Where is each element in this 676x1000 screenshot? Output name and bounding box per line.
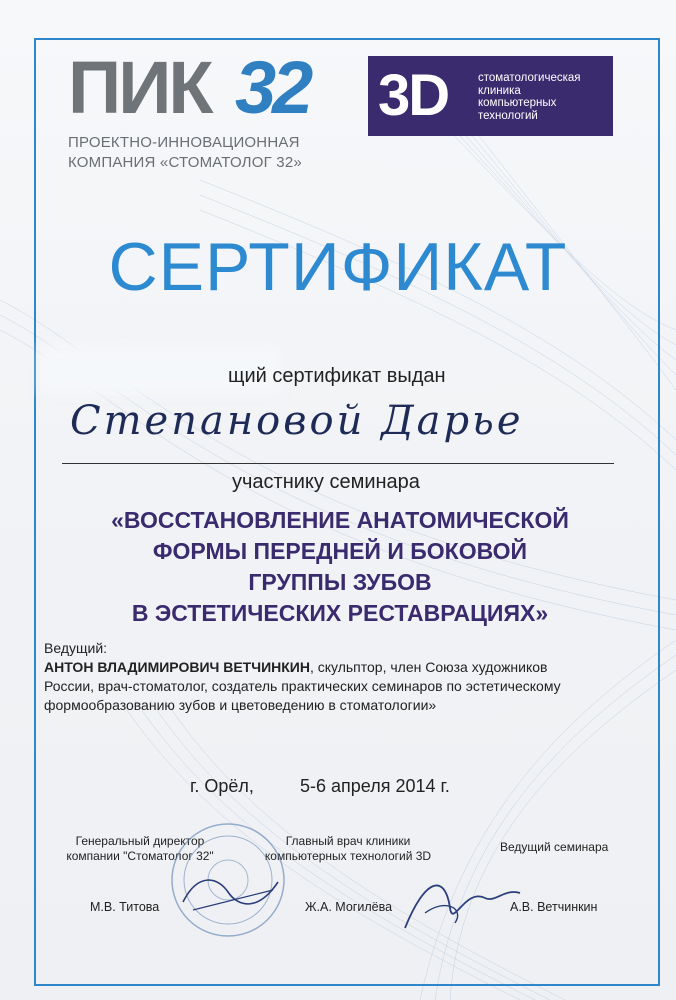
clinic-3d-line1: стоматологическая [478,72,581,84]
recipient-underline [62,463,614,464]
lead-description [44,658,624,715]
lead-description-rest: , скульптор, член Союза художников [309,659,548,675]
lead-label: Ведущий: [44,640,108,656]
clinic-3d-text [478,72,581,122]
clinic-3d-logo [368,56,613,136]
lead-signatory-title: Ведущий семинара [500,840,609,854]
clinic-3d-mark: 3D [378,63,449,128]
lead-signatory-name: А.В. Ветчинкин [510,900,598,914]
pik32-logo-letters: ПИК [68,46,211,129]
director-name: М.В. Титова [90,900,160,914]
pik32-logo-number: 32 [235,46,310,129]
director-signature [178,862,288,922]
pik32-subtitle-line1: ПРОЕКТНО-ИННОВАЦИОННАЯ [68,134,300,151]
recipient-name-handwritten: Степановой Дарье [70,398,524,444]
certificate-title: СЕРТИФИКАТ [108,229,568,305]
participant-text: участнику семинара [232,471,420,493]
place: г. Орёл, [190,776,254,796]
chief-name: Ж.А. Могилёва [305,900,393,914]
issued-text: щий сертификат выдан [228,365,446,387]
clinic-3d-line4: технологий [478,109,538,122]
pik32-subtitle-line2: КОМПАНИЯ «СТОМАТОЛОГ 32» [68,154,302,171]
pik32-logo-subtitle [68,133,302,173]
lead-description-line2: России, врач-стоматолог, создатель практических семинаров по эстетическому [44,678,561,694]
lead-description-line3: формообразованию зубов и цветоведению в стоматологии» [44,697,437,713]
seminar-title-line2: ФОРМЫ ПЕРЕДНЕЙ И БОКОВОЙ [152,538,528,564]
director-title-line1: Генеральный директор [75,834,205,848]
seminar-title [60,505,620,629]
seminar-title-line3: ГРУППЫ ЗУБОВ [248,569,432,595]
chief-title-line1: Главный врач клиники [285,834,411,848]
chief-title-line2: компьютерных технологий 3D [264,849,432,863]
lead-description-line1 [44,658,624,677]
clinic-3d-line3: компьютерных [478,97,557,109]
date: 5-6 апреля 2014 г. [300,776,450,796]
clinic-3d-line2: клиника [478,84,521,97]
seminar-title-line1: «ВОССТАНОВЛЕНИЕ АНАТОМИЧЕСКОЙ [111,507,569,533]
lead-name: АНТОН ВЛАДИМИРОВИЧ ВЕТЧИНКИН [44,659,310,675]
director-title-line2: компании "Стоматолог 32" [66,849,214,863]
seminar-title-line4: В ЭСТЕТИЧЕСКИХ РЕСТАВРАЦИЯХ» [131,600,549,626]
pik32-logo [60,45,360,185]
lead-signature [395,868,525,938]
